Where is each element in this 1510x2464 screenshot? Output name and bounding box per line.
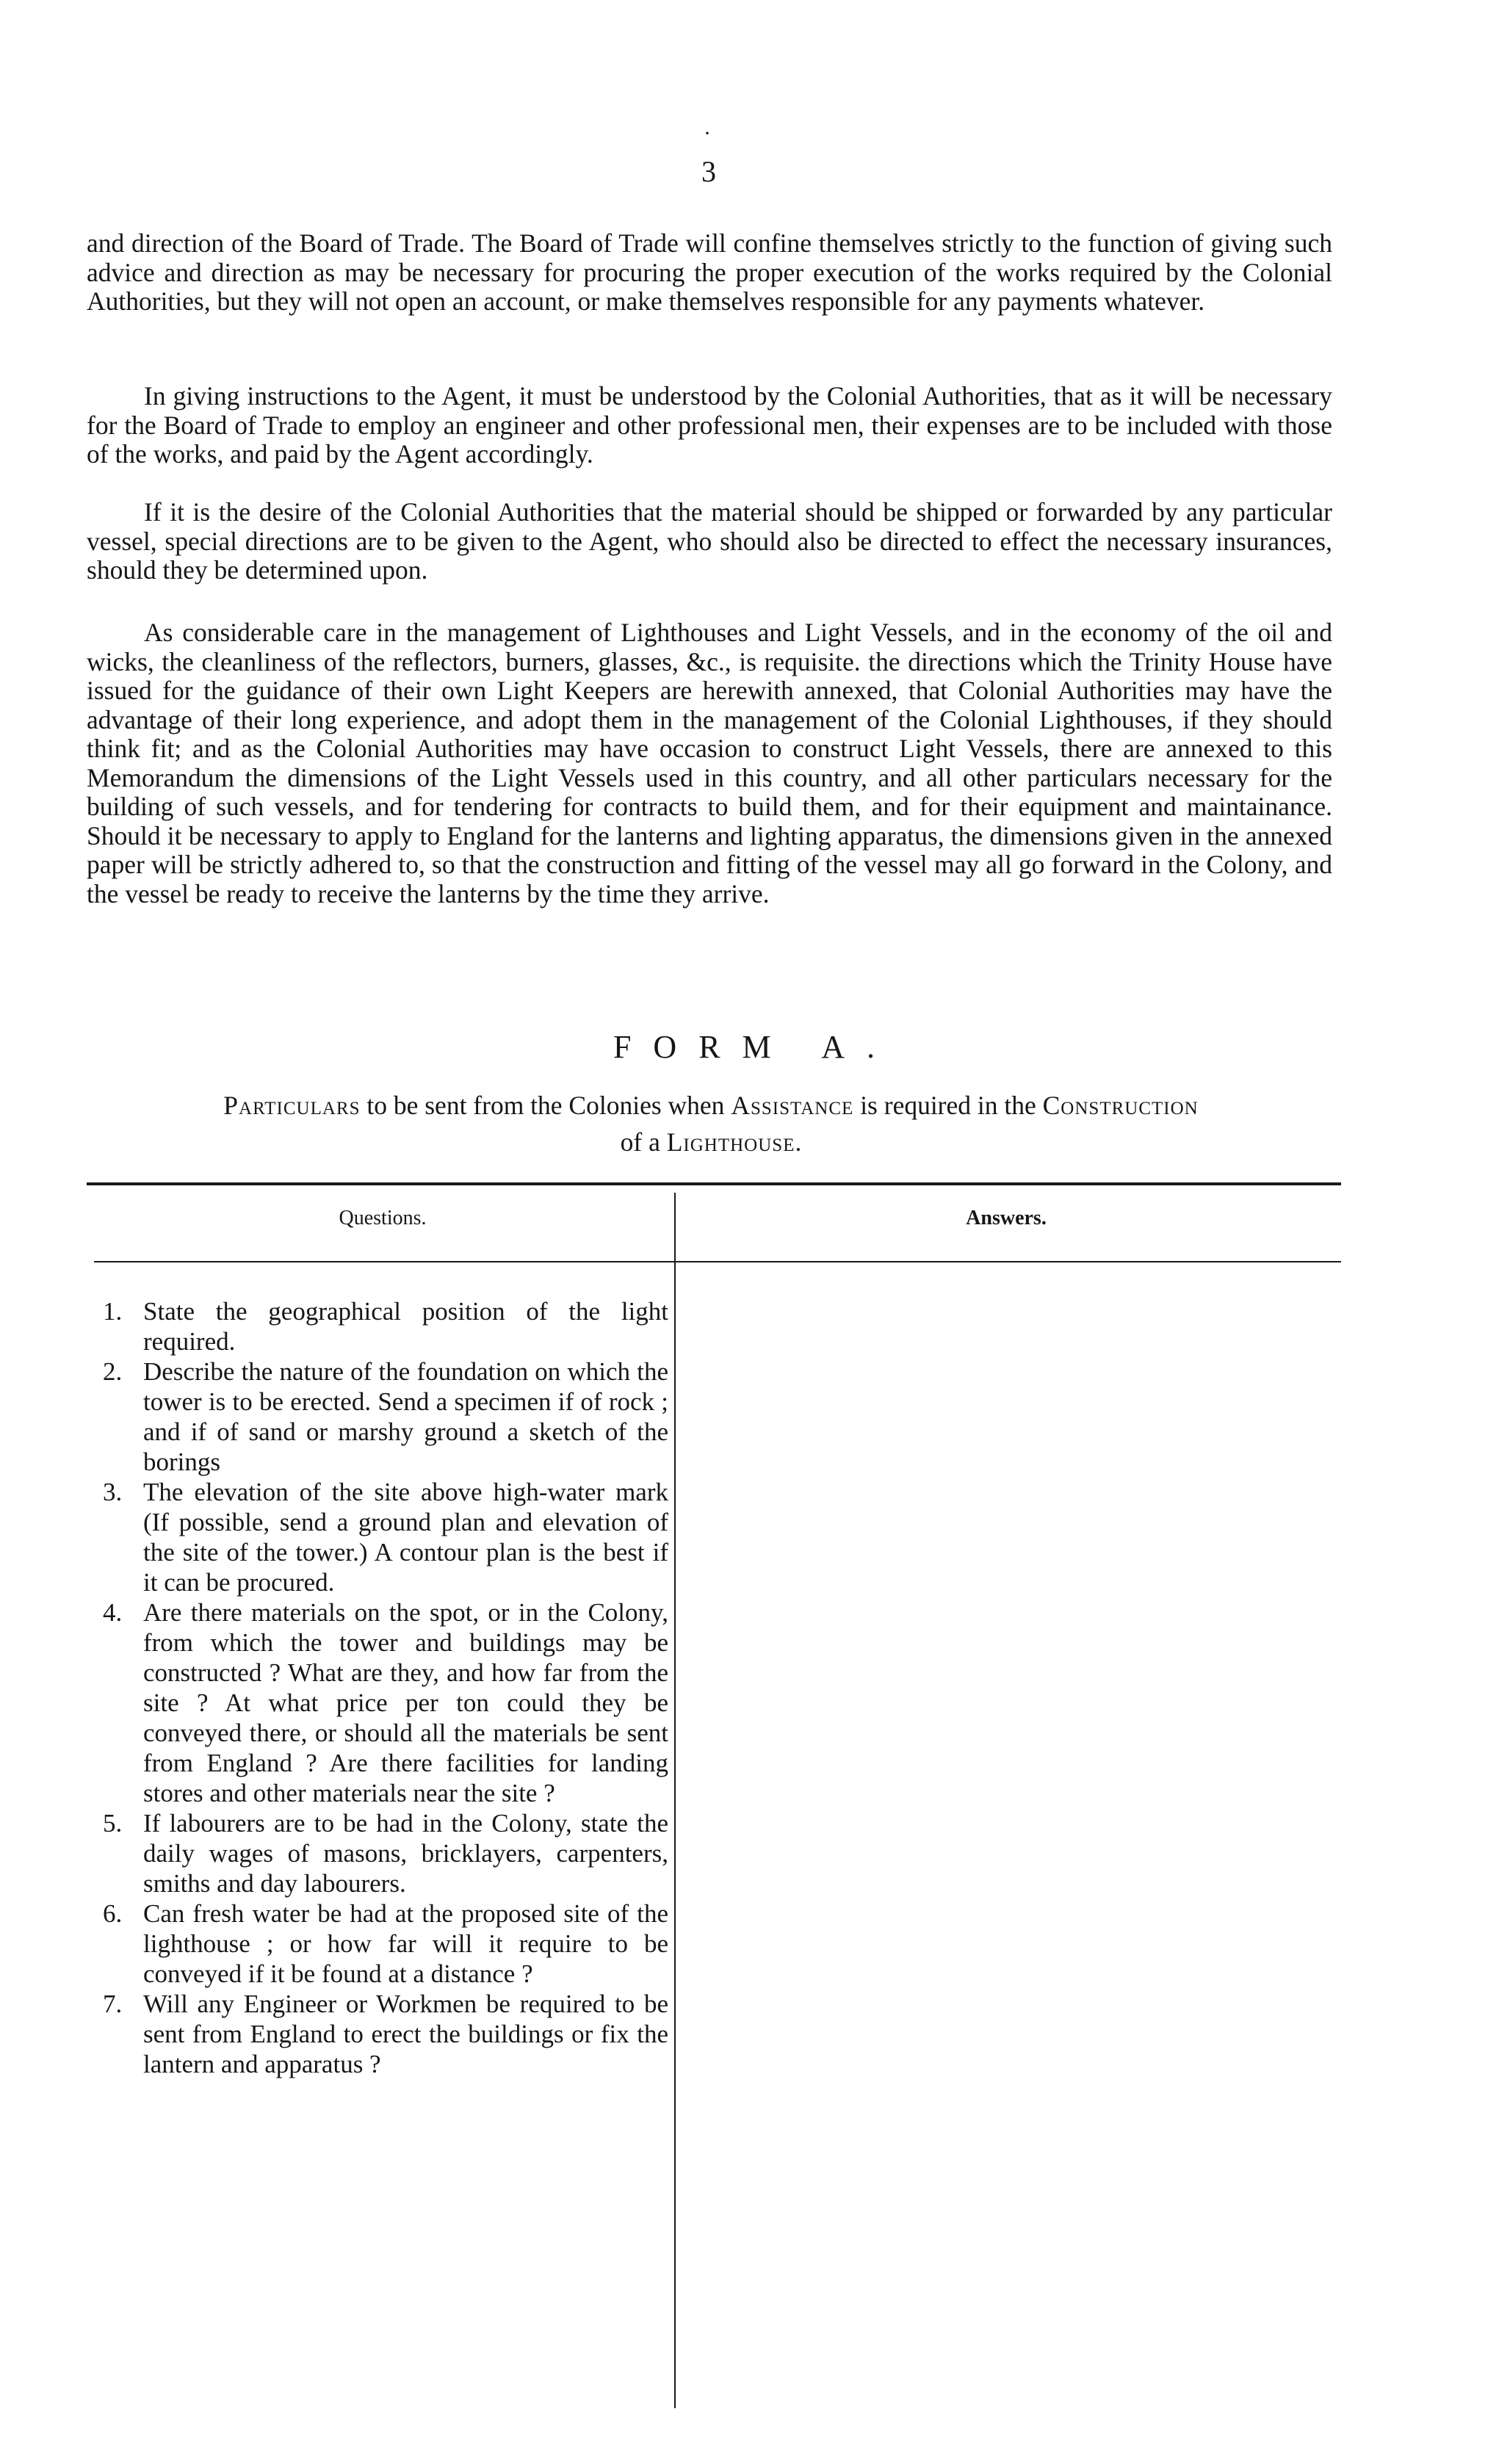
question-item (88, 1898, 668, 1989)
page-mark: · (704, 121, 711, 145)
paragraph-text: and direction of the Board of Trade. The Board of Trade will confine themselves strictly to the function of giving such advice and direction as may be necessary for procuring the proper execution of the works required by the Colonial Authorities, but they will not open an account, or make themselves responsible for any payments whatever. (87, 228, 1332, 316)
question-text: If labourers are to be had in the Colony, state the daily wages of masons, bricklayers, carpenters, smiths and day labourers. (143, 1809, 668, 1898)
paragraph-3 (87, 498, 1332, 585)
form-heading: FORM A. (613, 1029, 897, 1065)
question-number: 4. (103, 1598, 123, 1627)
questions-list (88, 1296, 668, 2079)
subtitle-word: Particulars (223, 1091, 361, 1120)
subtitle-text: to be sent from the Colonies when (360, 1091, 731, 1120)
question-number: 7. (103, 1990, 123, 2018)
question-text: Will any Engineer or Workmen be required to be sent from England to erect the buildings or fix the lantern and apparatus ? (143, 1990, 668, 2078)
question-item (88, 1477, 668, 1597)
question-text: Can fresh water be had at the proposed site of the lighthouse ; or how far will it require to be conveyed if it be found at a distance ? (143, 1899, 668, 1988)
table-column-divider (674, 1193, 676, 2408)
question-item (88, 1296, 668, 1356)
question-item (88, 1597, 668, 1808)
answers-column-header: Answers. (966, 1207, 1047, 1229)
question-text: Are there materials on the spot, or in the Colony, from which the tower and buildings may be constructed ? What are they, and how far from the site ? At what price per ton could they be conveyed there, or should all the materials be sent from England ? Are there facilities for landing stores and other materials near the site ? (143, 1598, 668, 1807)
table-header-rule (94, 1261, 1341, 1262)
subtitle-word: Lighthouse (666, 1127, 795, 1157)
paragraph-1 (87, 229, 1332, 317)
page-number: 3 (701, 155, 716, 188)
form-subtitle (87, 1087, 1335, 1160)
question-text: State the geographical position of the light required. (143, 1297, 668, 1356)
paragraph-text: If it is the desire of the Colonial Authorities that the material should be shipped or forwarded by any particular vessel, special directions are to be given to the Agent, who should also be directed to effect the necessary insurances, should they be determined upon. (87, 497, 1332, 585)
question-number: 1. (103, 1297, 123, 1326)
paragraph-4 (87, 618, 1332, 908)
questions-column-header: Questions. (339, 1207, 427, 1229)
paragraph-text: In giving instructions to the Agent, it must be understood by the Colonial Authorities, that as it will be necessary for the Board of Trade to employ an engineer and other professional men, their expenses are to be included with those of the works, and paid by the Agent accordingly. (87, 381, 1332, 469)
subtitle-word: Assistance (731, 1091, 854, 1120)
question-text: Describe the nature of the foundation on which the tower is to be erected. Send a specimen if of rock ; and if of sand or marshy ground a sketch of the borings (143, 1357, 668, 1476)
subtitle-word: Construction (1042, 1091, 1199, 1120)
question-number: 2. (103, 1357, 123, 1386)
subtitle-text: . (795, 1127, 802, 1157)
subtitle-text: of a (620, 1127, 667, 1157)
question-item (88, 1356, 668, 1477)
question-text: The elevation of the site above high-water mark (If possible, send a ground plan and elevation of the site of the tower.) A contour plan is the best if it can be procured. (143, 1478, 668, 1597)
subtitle-text: is required in the (853, 1091, 1043, 1120)
paragraph-2 (87, 382, 1332, 469)
question-number: 6. (103, 1899, 123, 1928)
question-number: 5. (103, 1809, 123, 1838)
table-top-rule (87, 1182, 1341, 1185)
question-item (88, 1808, 668, 1898)
question-item (88, 1989, 668, 2079)
question-number: 3. (103, 1478, 123, 1506)
paragraph-text: As considerable care in the management of Lighthouses and Light Vessels, and in the economy of the oil and wicks, the cleanliness of the reflectors, burners, glasses, &c., is requisite. the directions which the Trinity House have issued for the guidance of their own Light Keepers are herewith annexed, that Colonial Authorities may have the advantage of their long experience, and adopt them in the management of the Colonial Lighthouses, if they should think fit; and as the Colonial Authorities may have occasion to construct Light Vessels, there are annexed to this Memorandum the dimensions of the Light Vessels used in this country, and all other particulars necessary for the building of such vessels, and for tendering for contracts to build them, and for their equipment and maintainance. Should it be necessary to apply to England for the lanterns and lighting apparatus, the dimensions given in the annexed paper will be strictly adhered to, so that the construction and fitting of the vessel may all go forward in the Colony, and the vessel be ready to receive the lanterns by the time they arrive. (87, 618, 1332, 908)
